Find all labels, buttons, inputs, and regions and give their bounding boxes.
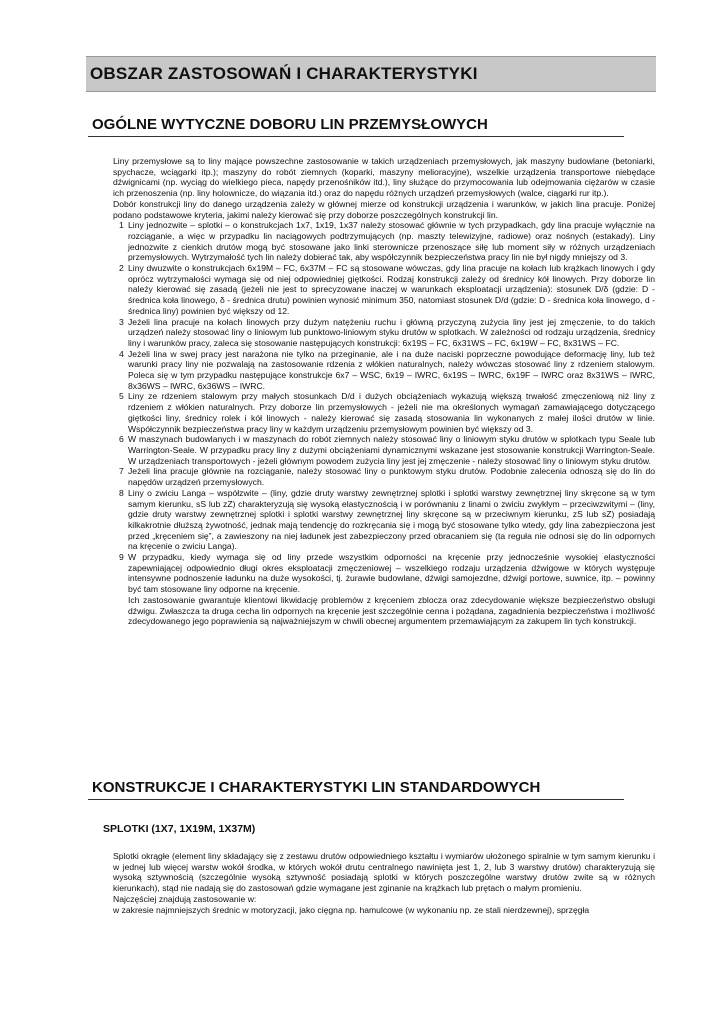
closing-text: Ich zastosowanie gwarantuje klientowi likwidację problemów z kręceniem zblocza oraz zdecydowanie większe bezpieczeństwo obsługi dźwigu. Zwłaszcza ta druga cecha lin odpornych na kręcenie jest szczególnie cenna i pożądana, zagadnienia bezpieczeństwa i możliwość zdecydowanego jego poprawienia są najważniejszym w chwili obecnej argumentem przemawiającym za zakupem lin tych konstrukcji. bbox=[128, 594, 655, 627]
subsection-title: SPLOTKI (1X7, 1X19M, 1X37M) bbox=[103, 823, 256, 835]
list-number: 1 bbox=[119, 220, 124, 231]
list-item-text: Liny jednozwite – splotki – o konstrukcjach 1x7, 1x19, 1x37 należy stosować głównie w tych przypadkach, gdy lina pracuje wyłącznie na rozciąganie, a więc w przypadku lin naciągowych podtrzymujących (np. maszty telewizyjne, radiowe) oraz nośnych (estakady). Liny jednozwite z cienkich drutów mogą być stosowane jako linki sterownicze przenoszące siłę lub moment siły w różnych urządzeniach przemysłowych. Wytrzymałość tych lin należy dobierać tak, aby współczynnik bezpieczeństwa pracy lin nie był nigdy mniejszy od 3. bbox=[128, 220, 655, 263]
list-item bbox=[113, 466, 655, 487]
list-number: 5 bbox=[119, 391, 124, 402]
list-item-text: Liny o zwiciu Langa – współzwite – (liny, gdzie druty warstwy zewnętrznej splotki i splotki warstwy zewnętrznej liny skręcone są w tym samym kierunku, sS lub zZ) charakteryzują się wysoką elastycznością i w porównaniu z linami o zwiciu zwykłym – przeciwzwitymi – (liny, gdzie druty warstwy zewnętrznej splotki i splotki warstwy zewnętrznej liny skręcone są w przeciwnym kierunku, zS lub sZ) posiadają kilkakrotnie dłuższą żywotność, jednak mają tendencję do rozkręcania się i mogą być stosowane tylko wtedy, gdy lina zabezpieczona jest przed „kręceniem się”, a zawieszony na niej ładunek jest zabezpieczony przed obracaniem się (ta reguła nie odnosi się do lin odpornych na kręcenie o zwiciu Langa). bbox=[128, 487, 655, 552]
paragraph: w zakresie najmniejszych średnic w motoryzacji, jako cięgna np. hamulcowe (w wykonaniu np. ze stali nierdzewnej), sprzęgła bbox=[113, 904, 590, 915]
list-number: 8 bbox=[119, 487, 124, 498]
list-item-text: Jeżeli lina pracuje na kołach linowych przy dużym natężeniu ruchu i główną przyczyną zużycia liny jest jej zmęczenie, to do takich urządzeń należy stosować liny o liniowym lub punktowo-liniowym styku drutów w splotkach. W zależności od rodzaju urządzenia, średnicy liny i warunków pracy, zaleca się stosowanie następujących konstrukcji: 6x19S – FC, 6x31WS – FC, 6x19W – FC, 8x31WS – FC. bbox=[128, 316, 655, 348]
list-item-text: Liny ze rdzeniem stalowym przy małych stosunkach D/d i dużych obciążeniach wykazują większą trwałość zmęczeniową niż liny z rdzeniem z włókien naturalnych. Przy doborze lin przemysłowych - jeżeli nie ma określonych wymagań zamawiającego dotyczącego giętkości liny, średnicy rolek i kół linowych - należy kierować się zasadą stosowania lin wykonanych z małej ilości drutów w linie. Współczynnik bezpieczeństwa pracy liny w każdym urządzeniu przemysłowym powinien być większy od 3. bbox=[128, 391, 655, 434]
intro-paragraph: Liny przemysłowe są to liny mające powszechne zastosowanie w takich urządzeniach przemysłowych, jak maszyny budowlane (betoniarki, spychacze, wciągarki itp.); maszyny do robót ziemnych (koparki, maszyny melioracyjne), wszelkie urządzenia transportowe niebędące dźwignicami (np. wyciąg do wielkiego pieca, napędy przenośników itd.), liny służące do przymocowania lub odejmowania ciężarów w czasie ich przenoszenia (np. liny holownicze, do wiązania itd.) oraz do napędu różnych urządzeń przemysłowych (walce, ciągarki rur itp.). bbox=[113, 156, 655, 199]
chapter-title: OBSZAR ZASTOSOWAŃ I CHARAKTERYSTYKI bbox=[90, 64, 478, 83]
list-number: 3 bbox=[119, 316, 124, 327]
section-body-general bbox=[113, 156, 655, 627]
intro-paragraph-2: Dobór konstrukcji liny do danego urządzenia zależy w głównej mierze od konstrukcji urządzenia i warunków, w jakich lina pracuje. Poniżej podano podstawowe kryteria, jakimi należy kierować się przy doborze poszczególnych konstrukcji lin. bbox=[113, 198, 655, 220]
section-title: OGÓLNE WYTYCZNE DOBORU LIN PRZEMYSŁOWYCH bbox=[92, 116, 488, 133]
list-item bbox=[113, 552, 655, 595]
paragraph: Najczęściej znajdują zastosowanie w: bbox=[113, 893, 257, 904]
section-title: KONSTRUKCJE I CHARAKTERYSTYKI LIN STANDARDOWYCH bbox=[92, 779, 541, 796]
list-item bbox=[113, 349, 655, 392]
list-item-text: Jeżeli lina pracuje głównie na rozciąganie, należy stosować liny o punktowym styku drutów. Podobnie zalecenia odnoszą się do lin do napędów urządzeń przemysłowych. bbox=[128, 466, 655, 488]
list-item-text: W przypadku, kiedy wymaga się od liny przede wszystkim odporności na kręcenie przy jednocześnie wysokiej elastyczności zapewniającej odpowiednio długi okres eksploatacji zmęczeniowej – wszelkiego rodzaju urządzenia dźwigowe w których występuje intensywne podnoszenie ładunku na duże wysokości, tj. żurawie budowlane, dźwigi samojezdne, dźwigi portowe, suwnice, itp. – powinny być tam stosowane liny odporne na kręcenie. bbox=[128, 552, 655, 595]
list-item-text: Liny dwuzwite o konstrukcjach 6x19M – FC, 6x37M – FC są stosowane wówczas, gdy lina pracuje na kołach lub krążkach linowych i gdy oprócz wytrzymałości wymaga się od niej odpowiedniej giętkości. Rodzaj konstrukcji zależy od średnicy kół linowych. Przy doborze lin należy kierować się zasadą (jeżeli nie jest to sprecyzowane inaczej w warunkach eksploatacji urządzenia): stosunek D/δ (gdzie: D - średnica koła linowego, δ - średnica drutu) powinien wynosić minimum 350, natomiast stosunek D/d (gdzie: D - średnica koła linowego, d - średnica liny) powinien być większy od 12. bbox=[128, 263, 655, 316]
list-number: 9 bbox=[119, 552, 124, 563]
list-continuation bbox=[113, 595, 655, 627]
list-item-text: Jeżeli lina w swej pracy jest narażona nie tylko na przeginanie, ale i na duże naciski poprzeczne powodujące deformację liny, lub też warunki pracy liny nie pozwalają na zastosowanie rdzenia z włókien naturalnych, należy wówczas stosować liny z rdzeniem stalowym. Poleca się w tym przypadku następujące konstrukcje 6x7 – WSC, 6x19 – IWRC, 6x19S – IWRC, 6x19F – IWRC oraz 8x31WS – IWRC, 8x36WS – IWRC, 6x36WS – IWRC. bbox=[128, 348, 655, 391]
list-number: 2 bbox=[119, 263, 124, 274]
section-heading-standard bbox=[88, 777, 624, 800]
list-item bbox=[113, 488, 655, 552]
list-item bbox=[113, 317, 655, 349]
criteria-list bbox=[113, 220, 655, 627]
paragraph: Splotki okrągłe (element liny składający się z zestawu drutów odpowiedniego kształtu i wymiarów ułożonego spiralnie w tym samym kierunku i w jednej lub więcej warstw wokół środka, w których wokół drutu centralnego nawinięta jest 1, 2, lub 3 warstwy drutów) charakteryzują się wysoką sztywnością (szczególnie wysoką sztywność posiadają splotki w których poszczególne warstwy drutów zwite są w różnych kierunkach), stąd nie nadają się do zastosowań gdzie wymagane jest zginanie na krążkach lub prętach o małym promieniu. bbox=[113, 851, 655, 894]
list-item-text: W maszynach budowlanych i w maszynach do robót ziemnych należy stosować liny o liniowym styku drutów w splotkach typu Seale lub Warrington-Seale. W przypadku pracy liny z dużymi obciążeniami dynamicznymi wskazane jest stosowanie konstrukcji Warrington-Seale. W urządzeniach transportowych - jeżeli głównym powodem zużycia liny jest jej zmęczenie - należy stosować liny o liniowym styku drutów. bbox=[128, 434, 655, 466]
list-number: 4 bbox=[119, 348, 124, 359]
list-number: 7 bbox=[119, 466, 124, 477]
list-item bbox=[113, 263, 655, 317]
chapter-banner bbox=[86, 56, 656, 92]
list-item bbox=[113, 434, 655, 466]
list-item bbox=[113, 391, 655, 434]
section-body-standard bbox=[113, 851, 655, 915]
list-item bbox=[113, 220, 655, 263]
section-heading-general bbox=[88, 114, 624, 137]
list-number: 6 bbox=[119, 434, 124, 445]
